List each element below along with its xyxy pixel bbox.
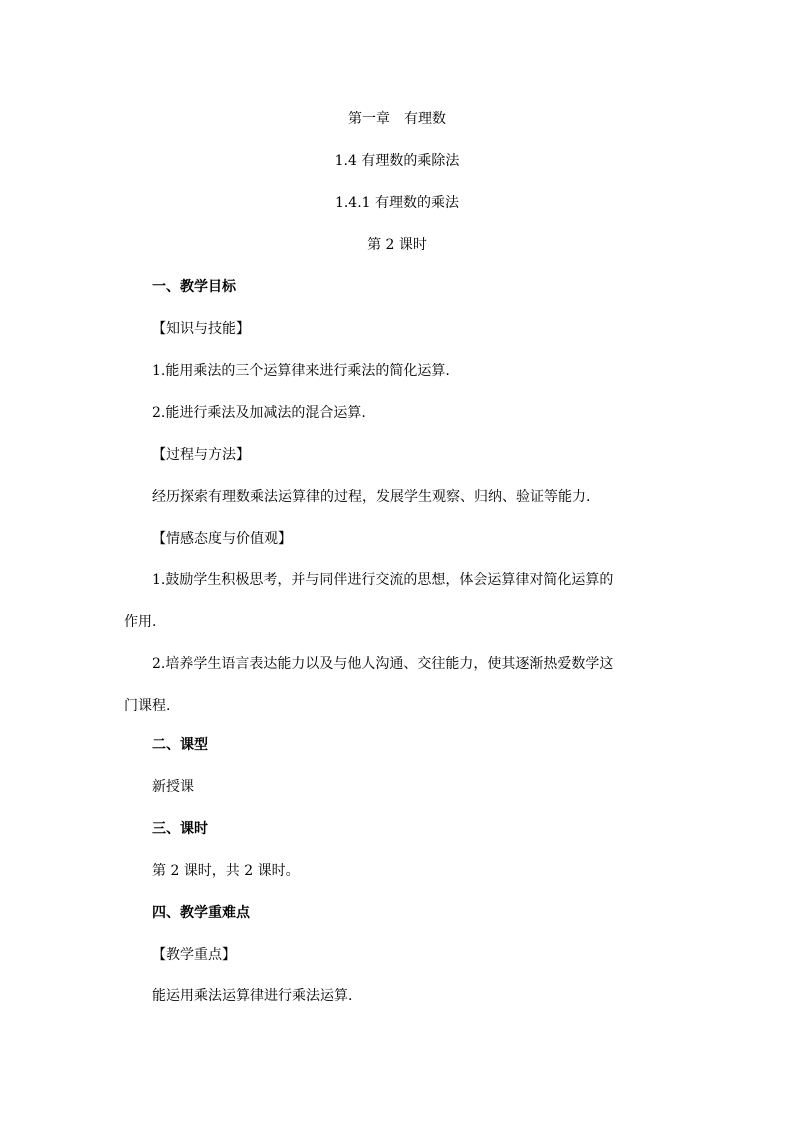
subheading-attitude-values: 【情感态度与价值观】 (152, 531, 292, 547)
heading-lesson-type: 二、课型 (152, 737, 208, 753)
subsection-title: 1.4.1 有理数的乘法 (334, 195, 460, 211)
heading-key-difficulties: 四、教学重难点 (152, 905, 250, 921)
paragraph-objective-2: 2.能进行乘法及加减法的混合运算. (152, 405, 366, 421)
paragraph-objective-1: 1.能用乘法的三个运算律来进行乘法的简化运算. (152, 363, 450, 379)
paragraph-teaching-focus: 能运用乘法运算律进行乘法运算. (152, 988, 353, 1004)
heading-teaching-objectives: 一、教学目标 (152, 279, 236, 295)
subheading-knowledge-skills: 【知识与技能】 (152, 321, 250, 337)
heading-class-hours: 三、课时 (152, 821, 208, 837)
paragraph-attitude-2-line-1: 2.培养学生语言表达能力以及与他人沟通、交往能力，使其逐渐热爱数学这 (152, 656, 614, 672)
section-title: 1.4 有理数的乘除法 (334, 153, 460, 169)
lesson-title: 第 2 课时 (367, 237, 427, 253)
paragraph-attitude-1-line-1: 1.鼓励学生积极思考，并与同伴进行交流的思想，体会运算律对简化运算的 (152, 572, 614, 588)
paragraph-attitude-2-line-2: 门课程. (124, 698, 171, 714)
subheading-process-method: 【过程与方法】 (152, 447, 250, 463)
paragraph-lesson-type: 新授课 (152, 779, 194, 795)
subheading-teaching-focus: 【教学重点】 (152, 947, 236, 963)
paragraph-process: 经历探索有理数乘法运算律的过程，发展学生观察、归纳、验证等能力. (152, 489, 591, 505)
paragraph-attitude-1-line-2: 作用. (124, 614, 157, 630)
paragraph-class-hours: 第 2 课时，共 2 课时。 (152, 863, 300, 879)
chapter-title: 第一章 有理数 (348, 111, 446, 127)
